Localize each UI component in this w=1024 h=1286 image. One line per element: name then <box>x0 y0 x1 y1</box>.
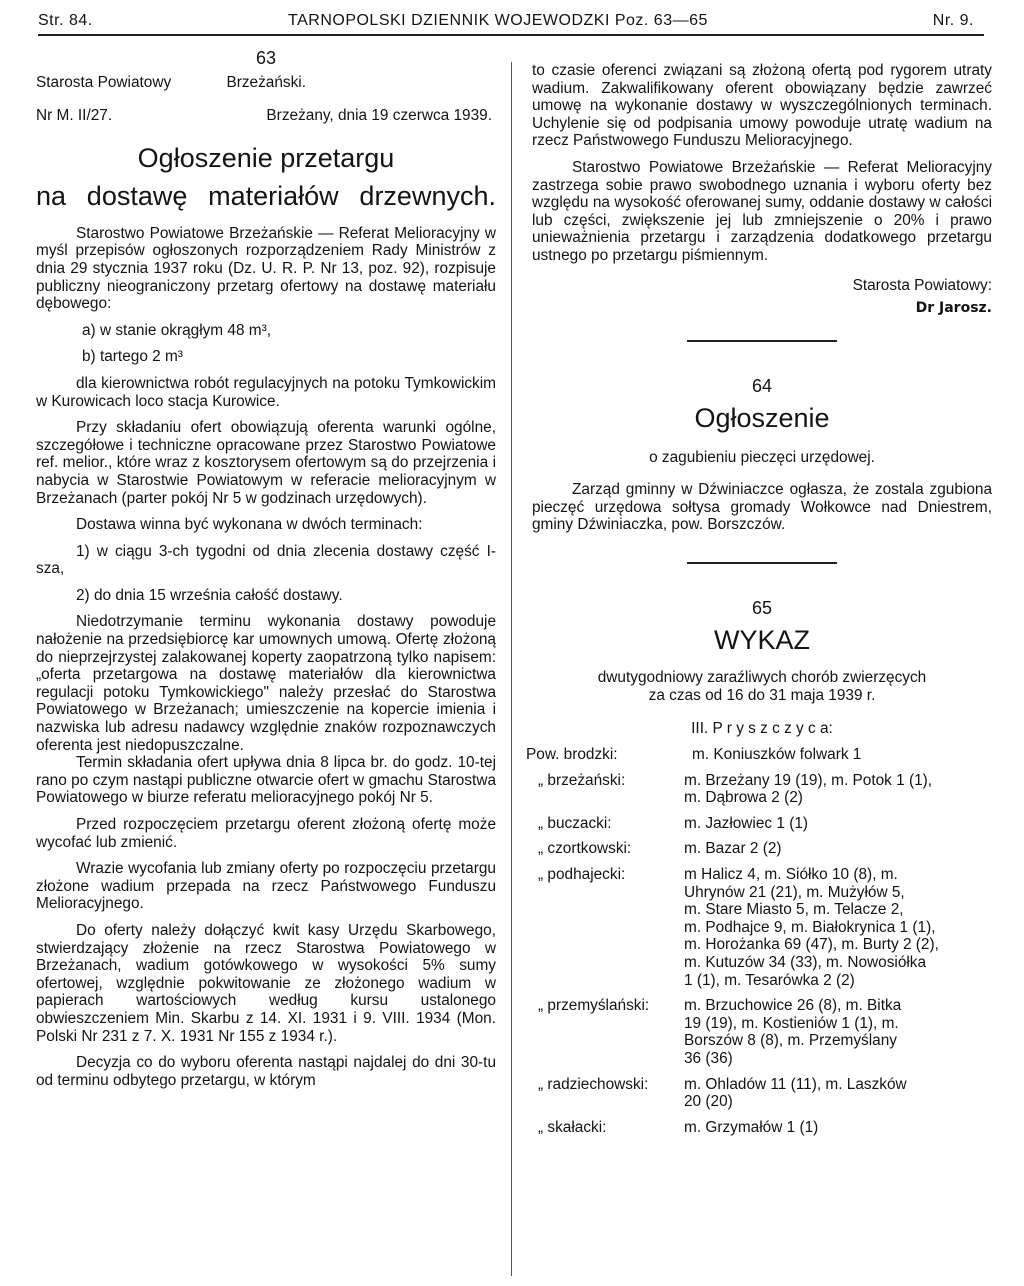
notice-64-title: Ogłoszenie <box>694 403 830 434</box>
paragraph: to czasie oferenci związani są złożoną ofertą pod rygorem utraty wadium. Zakwalifikowany oferent obowiązany będzie zawrzeć umowę na wykonanie dostawy w wyszczególnionych terminach. Uchylenie się od podpisania umowy powoduje utratę wadium na rzecz Państwowego Funduszu Melioracyjnego. <box>532 62 992 150</box>
locality-line: Uhrynów 21 (21), m. Mużyłów 5, <box>684 883 905 901</box>
list-item <box>532 866 992 989</box>
notice-63-title: Ogłoszenie przetargu <box>137 142 395 173</box>
paragraph: Termin składania ofert upływa dnia 8 lipca br. do godz. 10-tej rano po czym nastąpi publiczne otwarcie ofert w gmachu Starostwa Powiatowego w biurze referatu melioracyjnego pokój Nr 5. <box>36 754 496 807</box>
list-item <box>532 772 992 807</box>
locality-line: m. Grzymałów 1 (1) <box>684 1118 819 1136</box>
district-label: „ buczacki: <box>538 814 612 832</box>
list-item <box>526 746 992 764</box>
paragraph: Niedotrzymanie terminu wykonania dostawy powoduje nałożenie na przedsiębiorcę kar umownych umową. Ofertę złożoną do nieprzejrzystej zalakowanej koperty zaopatrzoną tylko napisem: „oferta przetargowa na dostawę materiałów dla kierownictwa regulacji potoku Tymkowickiego" należy przesłać do Starostwa Powiatowego w Brzeżanach; umieszczenie na kopercie imienia i nazwiska lub adresu nadawcy względnie znaków rozpoznawczych oferenta jest niedopuszczalne. <box>36 613 496 754</box>
list-item: b) tartego 2 m³ <box>82 348 183 366</box>
locality-line: m. Stare Miasto 5, m. Telacze 2, <box>684 901 904 919</box>
reference-number: Nr M. II/27. <box>36 107 113 125</box>
locality-line: 36 (36) <box>684 1049 733 1067</box>
district-label: „ czortkowski: <box>538 840 632 858</box>
locality-line: m Halicz 4, m. Siółko 10 (8), m. <box>684 866 898 884</box>
journal-title: TARNOPOLSKI DZIENNIK WOJEWODZKI Poz. 63—65 <box>288 12 708 29</box>
paragraph: Wrazie wycofania lub zmiany oferty po rozpoczęciu przetargu złożone wadium przepada na rzecz Państwowego Funduszu Melioracyjnego. <box>36 860 496 913</box>
locality-line: m. Jazłowiec 1 (1) <box>684 814 809 832</box>
notice-65-subtitle: dwutygodniowy zaraźliwych chorób zwierzęcych <box>597 669 927 687</box>
locality-line: m. Ohladów 11 (11), m. Laszków <box>684 1075 907 1093</box>
paragraph: dla kierownictwa robót regulacyjnych na potoku Tymkowickim w Kurowicach loco stacja Kurowice. <box>36 374 496 410</box>
notice-64-subtitle: o zagubieniu pieczęci urzędowej. <box>649 449 875 467</box>
locality-line: 19 (19), m. Kostieniów 1 (1), m. <box>684 1014 899 1032</box>
left-column <box>36 50 496 1089</box>
locality-line: m. Dąbrowa 2 (2) <box>684 789 803 807</box>
locality-line: m. Kutuzów 34 (33), m. Nowosiółka <box>684 954 927 971</box>
paragraph: Dostawa winna być wykonana w dwóch terminach: <box>76 516 423 534</box>
district-label: Pow. brodzki: <box>526 746 618 764</box>
locality-line: m. Koniuszków folwark 1 <box>692 746 862 764</box>
locality-line: 20 (20) <box>684 1093 733 1111</box>
notice-65-title: WYKAZ <box>713 625 810 656</box>
disease-list <box>526 746 992 1136</box>
list-item <box>532 1076 992 1111</box>
paragraph: Zarząd gminny w Dźwiniaczce ogłasza, że zostala zgubiona pieczęć urzędowa sołtysa gromady Wołkowce nad Dniestrem, gminy Dźwiniaczka, pow. Borszczów. <box>532 480 992 534</box>
locality-line: m. Bazar 2 (2) <box>684 840 782 858</box>
district-label: „ skałacki: <box>538 1118 607 1136</box>
locality-line: m. Brzeżany 19 (19), m. Potok 1 (1), <box>684 771 933 789</box>
title-word: materiałów <box>208 180 339 211</box>
issue-number: Nr. 9. <box>932 12 974 29</box>
title-word: drzewnych. <box>359 180 496 211</box>
place-date: Brzeżany, dnia 19 czerwca 1939. <box>266 107 492 125</box>
signature-role: Starosta Powiatowy: <box>852 276 992 294</box>
list-item <box>532 1119 992 1137</box>
list-item <box>532 997 992 1067</box>
column-divider <box>511 62 512 1276</box>
paragraph: Przed rozpoczęciem przetargu oferent złożoną ofertę może wycofać lub zmienić. <box>36 816 496 851</box>
paragraph: Starostwo Powiatowe Brzeżańskie — Referat Melioracyjny w myśl przepisów ogłoszonych rozporządzeniem Rady Ministrów z dnia 29 stycznia 1937 roku (Dz. U. R. P. Nr 13, poz. 92), rozpisuje publiczny nieograniczony przetarg ofertowy na dostawę materiału dębowego: <box>36 224 496 313</box>
locality-line: 1 (1), m. Tesarówka 2 (2) <box>684 971 855 989</box>
notice-63-title-line2 <box>36 179 496 213</box>
notice-65-number: 65 <box>751 597 773 618</box>
notice-63-number: 63 <box>255 48 277 68</box>
issuer-line <box>36 74 496 92</box>
issuer-left: Starosta Powiatowy <box>36 73 172 91</box>
list-item: 1) w ciągu 3-ch tygodni od dnia zlecenia dostawy część I-sza, <box>36 542 496 578</box>
section-heading: III. P r y s z c z y c a: <box>691 720 833 738</box>
signature-name: Dr Jarosz. <box>915 300 992 317</box>
list-item <box>532 840 992 858</box>
paragraph: Decyzja co do wyboru oferenta nastąpi najdalej do dni 30-tu od terminu odbytego przetargu, w którym <box>36 1054 496 1089</box>
paragraph: Przy składaniu ofert obowiązują oferenta warunki ogólne, szczegółowe i techniczne opracowane przez Starostwo Powiatowe ref. melior., które wraz z kosztorysem ofertowym są do przejrzenia i nabycia w Starostwie Powiatowym w referacie melioracyjnym w Brzeżanach (parter pokój Nr 5 w godzinach urzędowych). <box>36 419 496 507</box>
notice-65-period: za czas od 16 do 31 maja 1939 r. <box>648 686 876 704</box>
page-header <box>38 8 984 36</box>
list-item: a) w stanie okrągłym 48 m³, <box>82 321 272 339</box>
section-divider <box>687 562 837 564</box>
notice-64-number: 64 <box>751 375 773 396</box>
locality-line: m. Brzuchowice 26 (8), m. Bitka <box>684 997 902 1015</box>
right-column <box>526 62 992 1136</box>
locality-line: m. Horożanka 69 (47), m. Burty 2 (2), <box>684 936 939 954</box>
list-item: 2) do dnia 15 września całość dostawy. <box>76 586 343 604</box>
title-word: na <box>36 180 67 211</box>
issuer-right: Brzeżański. <box>226 73 306 91</box>
district-label: „ podhajecki: <box>538 866 626 884</box>
list-item <box>532 815 992 833</box>
district-label: „ przemyślański: <box>538 997 650 1015</box>
page-number: Str. 84. <box>38 12 93 29</box>
section-divider <box>687 340 837 342</box>
paragraph: Starostwo Powiatowe Brzeżańskie — Referat Melioracyjny zastrzega sobie prawo swobodnego uznania i wyboru oferty bez względu na wysokość oferowanej sumy, oddanie dostawy w całości lub części, zwiększenie jej lub zmniejszenie o 20% i prawo unieważnienia przetargu i zarządzenia dodatkowego przetargu ustnego po przetargu piśmiennym. <box>532 158 992 264</box>
title-word: dostawę <box>86 180 188 211</box>
reference-line <box>36 107 496 125</box>
district-label: „ brzeżański: <box>538 771 626 789</box>
district-label: „ radziechowski: <box>538 1075 649 1093</box>
locality-line: m. Podhajce 9, m. Białokrynica 1 (1), <box>684 918 936 936</box>
paragraph: Do oferty należy dołączyć kwit kasy Urzędu Skarbowego, stwierdzający złożenie na rzecz Starostwa Powiatowego w Brzeżanach, wadium gotówkowego w wysokości 5% sumy ofertowej, względnie pokwitowanie ze złożonego wadium w papierach wartościowych według kursu ustalonego obwieszczeniem Min. Skarbu z 14. XI. 1931 i 9. VIII. 1934 (Mon. Polski Nr 231 z 7. X. 1931 Nr 155 z 1934 r.). <box>36 921 496 1045</box>
locality-line: Borszów 8 (8), m. Przemyślany <box>684 1032 897 1050</box>
